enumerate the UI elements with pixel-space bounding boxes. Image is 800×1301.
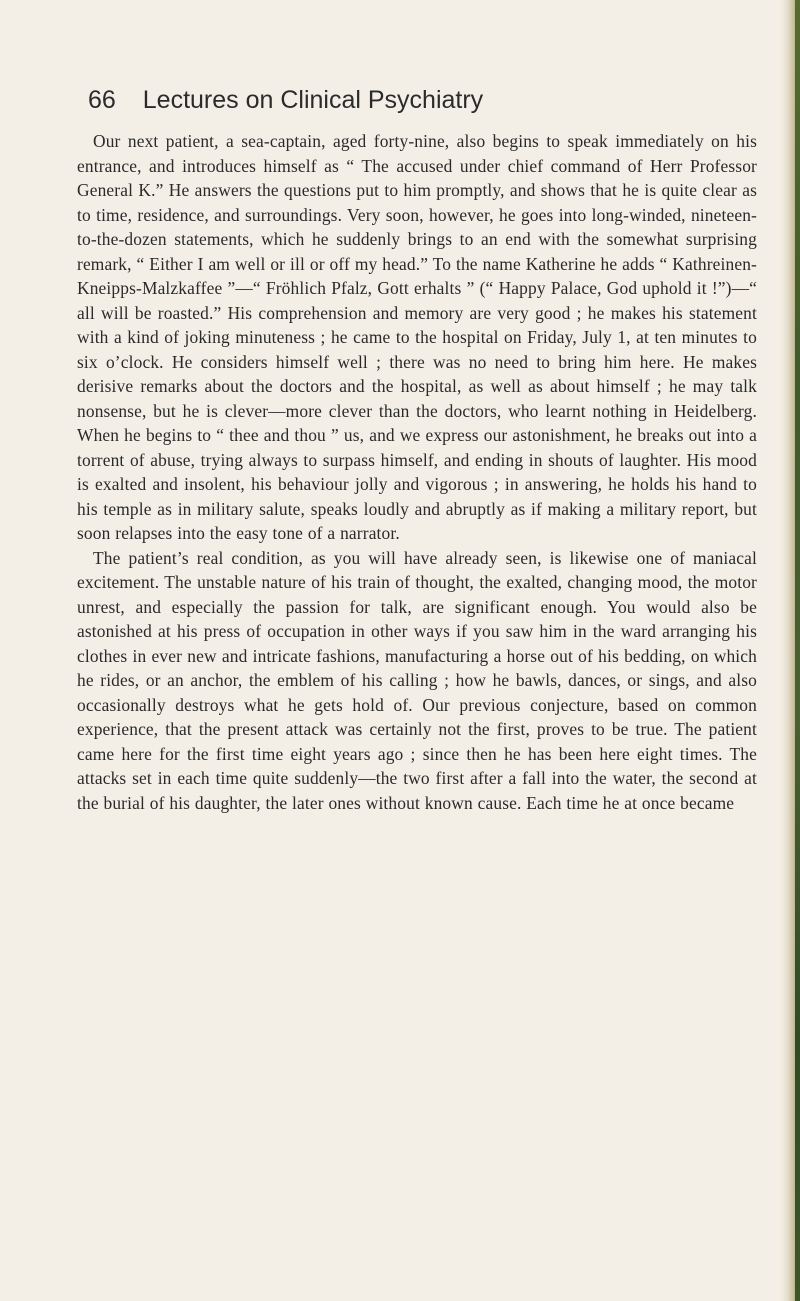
paragraph: Our next patient, a sea-captain, aged forty-nine, also begins to speak immediately on his entrance, and introduces himself as “ The accused under chief command of Herr Professor General K.” He answers the questions put to him promptly, and shows that he is quite clear as to time, residence, and surroundings. Very soon, however, he goes into long-winded, nineteen-to-the-dozen statements, which he suddenly brings to an end with the somewhat surprising remark, “ Either I am well or ill or off my head.” To the name Katherine he adds “ Kathreinen-Kneipps-Malzkaffee ”—“ Fröhlich Pfalz, Gott erhalts ” (“ Happy Palace, God uphold it !”)—“ all will be roasted.” His comprehension and memory are very good ; he makes his statement with a kind of joking minuteness ; he came to the hospital on Friday, July 1, at ten minutes to six o’clock. He considers himself well ; there was no need to bring him here. He makes derisive remarks about the doctors and the hospital, as well as about himself ; he may talk nonsense, but he is clever—more clever than the doctors, who learnt nothing in Heidelberg. When he begins to “ thee and thou ” us, and we express our astonishment, he breaks out into a torrent of abuse, trying always to surpass himself, and ending in shouts of laughter. His mood is exalted and insolent, his behaviour jolly and vigorous ; in answering, he holds his hand to his temple as in military salute, speaks loudly and abruptly as if making a military report, but soon relapses into the easy tone of a narrator.: [77, 131, 757, 543]
running-header: [88, 86, 738, 122]
running-title: Lectures on Clinical Psychiatry: [142, 86, 484, 114]
body-text: [77, 129, 757, 815]
book-spine-edge: [795, 0, 800, 1301]
paragraph: The patient’s real condition, as you will have already seen, is likewise one of maniacal excitement. The unstable nature of his train of thought, the exalted, changing mood, the motor unrest, and especially the passion for talk, are significant enough. You would also be astonished at his press of occupation in other ways if you saw him in the ward arranging his clothes in ever new and intricate fashions, manufacturing a horse out of his bedding, on which he rides, or an anchor, the emblem of his calling ; how he bawls, dances, or sings, and also occasionally destroys what he gets hold of. Our previous conjecture, based on common experience, that the present attack was certainly not the first, proves to be true. The patient came here for the first time eight years ago ; since then he has been here eight times. The attacks set in each time quite suddenly—the two first after a fall into the water, the second at the burial of his daughter, the later ones without known cause. Each time he at once became: [77, 547, 757, 813]
page-number: 66: [88, 86, 116, 114]
